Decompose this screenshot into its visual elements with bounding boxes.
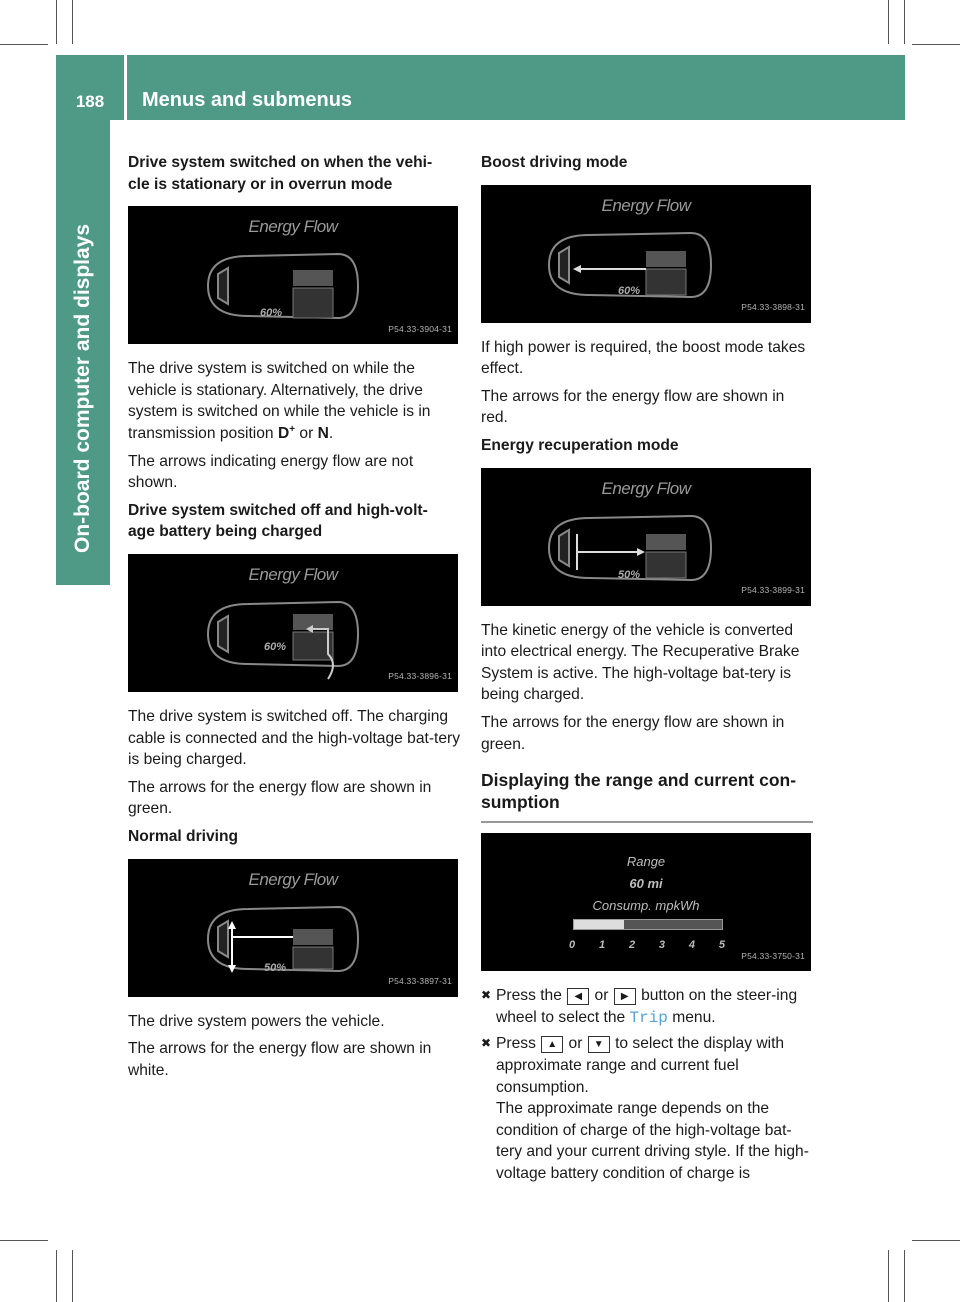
side-tab xyxy=(56,120,110,585)
right-arrow-key-icon: ▶ xyxy=(614,988,636,1005)
battery-percent: 50% xyxy=(618,568,641,581)
section-heading-range: Displaying the range and current con- sumption xyxy=(481,770,797,813)
paragraph: The arrows for the energy flow are shown in green. xyxy=(481,713,785,753)
energy-flow-figure-charging xyxy=(128,554,458,692)
crop-mark xyxy=(888,0,889,44)
page-number: 188 xyxy=(75,92,105,111)
figure-code: P54.33-3897-31 xyxy=(388,975,452,986)
section-rule xyxy=(481,821,813,823)
section-heading-normal-driving: Normal driving xyxy=(128,827,239,845)
section-heading-charging: Drive system switched off and high-volt- age battery being charged xyxy=(128,501,428,541)
consumption-scale xyxy=(569,935,725,957)
figure-code: P54.33-3750-31 xyxy=(741,950,805,961)
crop-mark xyxy=(72,1250,73,1302)
range-label: Range xyxy=(626,854,666,870)
paragraph: The drive system is switched on while the vehicle is stationary. Alternatively, the drive system is switched on while the vehicle is in transmission position D+ or N. xyxy=(128,360,431,442)
range-value: 60 mi xyxy=(629,876,663,892)
energy-flow-figure-boost xyxy=(481,185,811,323)
paragraph: The arrows for the energy flow are shown in green. xyxy=(128,778,432,818)
up-arrow-key-icon: ▲ xyxy=(541,1036,563,1053)
crop-mark xyxy=(0,1240,48,1241)
right-column xyxy=(481,152,813,1188)
figure-title: Energy Flow xyxy=(601,195,691,215)
page-title: Menus and submenus xyxy=(142,89,353,111)
crop-mark xyxy=(904,1250,905,1302)
battery-percent: 60% xyxy=(260,307,283,320)
crop-mark xyxy=(904,0,905,44)
paragraph: The arrows for the energy flow are shown in red. xyxy=(481,387,785,427)
battery-percent: 50% xyxy=(264,961,287,974)
range-consumption-figure xyxy=(481,833,811,971)
crop-mark xyxy=(56,0,57,44)
scale-tick: 4 xyxy=(688,939,695,952)
left-column xyxy=(128,152,460,1087)
energy-flow-figure-normal xyxy=(128,859,458,997)
header-divider xyxy=(124,55,127,120)
instruction-step: ✖ Press the ◀ or ▶ button on the steer-ing wheel to select the Trip menu. xyxy=(481,987,798,1027)
figure-title: Energy Flow xyxy=(601,478,691,498)
paragraph: The arrows for the energy flow are shown in white. xyxy=(128,1040,432,1079)
scale-tick: 2 xyxy=(628,939,636,952)
instruction-step: ✖ Press ▲ or ▼ to select the display with approximate range and current fuel consumption. The approximate range depends on the condition of charge of the high-voltage bat-tery and your current driving style. If the high-voltage battery condition of charge is xyxy=(481,1035,809,1182)
battery-percent: 60% xyxy=(618,284,641,297)
battery-percent: 60% xyxy=(264,640,287,653)
section-heading-recuperation: Energy recuperation mode xyxy=(481,436,679,454)
side-tab-label: On-board computer and displays xyxy=(71,223,94,553)
paragraph: The arrows indicating energy flow are not shown. xyxy=(128,452,414,492)
crop-mark xyxy=(912,44,960,45)
step-note: The approximate range depends on the condition of charge of the high-voltage bat-tery and your current driving style. If the high-voltage battery condition of charge is xyxy=(496,1100,809,1182)
trip-menu-name: Trip xyxy=(629,1008,668,1027)
bullet-arrow-icon: ✖ xyxy=(481,988,492,1003)
consumption-bar-fill xyxy=(574,920,624,929)
crop-mark xyxy=(912,1240,960,1241)
paragraph: The drive system powers the vehicle. xyxy=(128,1012,385,1030)
section-heading-stationary: Drive system switched on when the vehi- cle is stationary or in overrun mode xyxy=(128,154,433,193)
figure-code: P54.33-3904-31 xyxy=(388,323,452,334)
figure-code: P54.33-3896-31 xyxy=(388,671,452,682)
figure-title: Energy Flow xyxy=(248,869,338,889)
figure-code: P54.33-3899-31 xyxy=(741,584,805,595)
crop-mark xyxy=(888,1250,889,1302)
crop-mark xyxy=(0,44,48,45)
paragraph: The drive system is switched off. The charging cable is connected and the high-voltage bat-tery is being charged. xyxy=(128,707,461,769)
consumption-label: Consump. mpkWh xyxy=(592,898,700,914)
left-arrow-key-icon: ◀ xyxy=(567,988,589,1005)
section-heading-boost: Boost driving mode xyxy=(481,154,628,171)
bullet-arrow-icon: ✖ xyxy=(481,1036,492,1051)
crop-mark xyxy=(72,0,73,44)
scale-tick: 0 xyxy=(569,939,576,952)
paragraph: The kinetic energy of the vehicle is converted into electrical energy. The Recuperative Brake System is active. The high-voltage bat-tery is being charged. xyxy=(481,621,800,704)
paragraph: If high power is required, the boost mode takes effect. xyxy=(481,338,806,378)
energy-flow-figure-stationary xyxy=(128,206,458,344)
down-arrow-key-icon: ▼ xyxy=(588,1036,610,1053)
figure-title: Energy Flow xyxy=(248,564,338,584)
crop-mark xyxy=(56,1250,57,1302)
scale-tick: 3 xyxy=(658,939,666,952)
figure-code: P54.33-3898-31 xyxy=(741,302,805,312)
energy-flow-figure-recuperation xyxy=(481,468,811,606)
scale-tick: 5 xyxy=(718,939,725,952)
figure-title: Energy Flow xyxy=(248,217,338,237)
scale-tick: 1 xyxy=(598,939,606,952)
